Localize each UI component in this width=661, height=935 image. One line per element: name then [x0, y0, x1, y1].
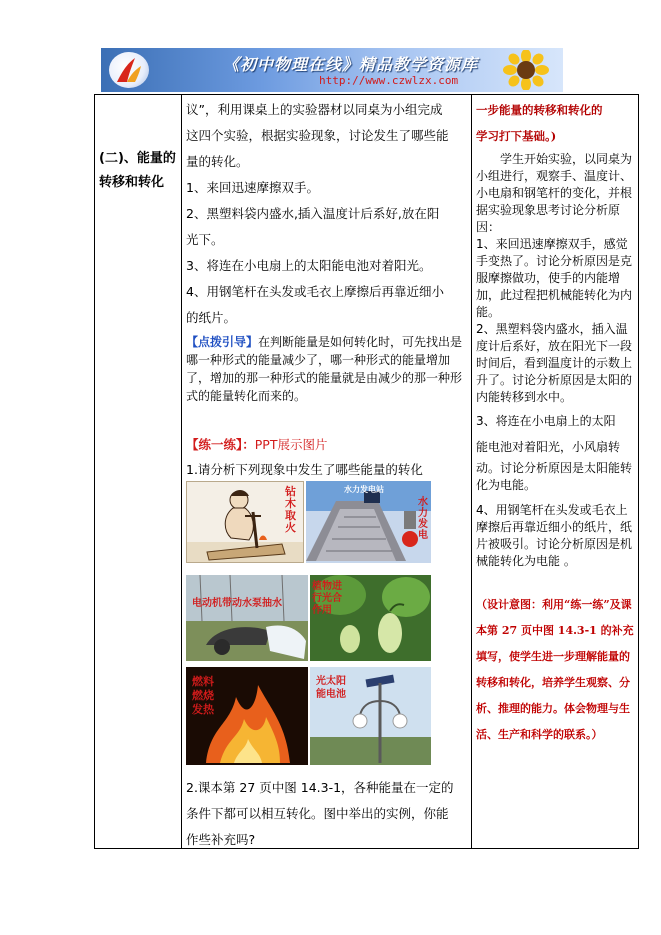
design-note-tail: 一步能量的转移和转化的	[476, 103, 603, 117]
image-hydro-station	[306, 481, 431, 563]
caption-drill-fire: 钻木取火	[285, 485, 296, 534]
design-intent: （设计意图：利用“练一练”及课本第 27 页中图 14.3-1 的补充填写，使学生进一步理解能量的转移和转化，培养学生观察、分析、推理的能力。体会物理与生活、生产和科学的联系。）	[476, 598, 634, 741]
caption-fire: 燃料燃烧发热	[192, 675, 214, 716]
question-1: 1.请分析下列现象中发生了哪些能量的转化	[186, 462, 423, 477]
intro-text: 这四个实验，根据实验现象，讨论发生了哪些能	[186, 128, 449, 143]
student-activity	[476, 97, 636, 748]
caption-plant: 植物进行光合作用	[312, 581, 342, 616]
banner-url[interactable]: http://www.czwlzx.com	[319, 74, 459, 87]
image-fire	[186, 667, 308, 765]
answer-2: 2、黑塑料袋内盛水，插入温度计后系好，放在阳光下一段时间后，看到温度计的示数上升了。讨论分析原因是太阳的内能转移到水中。	[476, 322, 633, 404]
section-title	[99, 147, 181, 195]
practice-heading	[186, 433, 466, 457]
question-2-line: 作些补充吗?	[186, 832, 256, 847]
experiment-1: 1、来回迅速摩擦双手。	[186, 180, 319, 195]
column-divider	[471, 95, 472, 848]
activity-intro: 学生开始实验，以同桌为小组进行，观察手、温度计、小电扇和钢笔杆的变化，并根据实验现象思考讨论分析原因：	[476, 152, 633, 234]
experiment-2: 2、黑塑料袋内盛水,插入温度计后系好,放在阳	[186, 206, 440, 221]
question-2-line: 条件下都可以相互转化。图中举出的实例，你能	[186, 806, 449, 821]
caption-hydro-side: 水力发电	[418, 497, 428, 541]
lesson-table	[94, 94, 639, 849]
image-plant	[310, 575, 431, 661]
hint-label: 【点拨引导】	[186, 335, 259, 349]
caption-pump: 电动机带动水泵抽水	[192, 598, 282, 609]
caption-solar-lamp: 光太阳能电池	[316, 676, 346, 700]
image-drill-fire	[186, 481, 304, 563]
answer-3-line: 3、将连在小电扇上的太阳	[476, 414, 616, 428]
hint-text: 在判断能量是如何转化时，可先找出是哪一种形式的能量减少了，哪一种形式的能量增加了，增加的那一种形式的能量就是由减少的那一种形式的能量转化而来的。	[186, 335, 463, 403]
image-pump	[186, 575, 308, 661]
section-title-line: (二)、能量的	[99, 151, 176, 166]
sunflower-icon	[503, 50, 549, 90]
column-divider	[181, 95, 182, 848]
intro-text: 量的转化。	[186, 154, 249, 169]
experiment-4: 的纸片。	[186, 310, 237, 325]
answer-3	[476, 408, 636, 460]
answer-3-line: 能电池对着阳光，小风扇转	[476, 440, 621, 454]
answer-1: 1、来回迅速摩擦双手，感觉手变热了。讨论分析原因是克服摩擦做功，使手的内能增加，此过程把机械能转化为内能。	[476, 237, 633, 319]
header-banner	[101, 48, 563, 92]
question-2-line: 2.课本第 27 页中图 14.3-1，各种能量在一定的	[186, 780, 454, 795]
hint-paragraph	[186, 333, 466, 405]
experiment-2: 光下。	[186, 232, 224, 247]
intro-text: 议”，利用课桌上的实验器材以同桌为小组完成	[186, 102, 443, 117]
section-title-line: 转移和转化	[99, 175, 165, 190]
practice-images	[186, 481, 431, 765]
question-2	[186, 775, 466, 853]
logo-icon	[109, 52, 149, 88]
experiment-3: 3、将连在小电扇上的太阳能电池对着阳光。	[186, 258, 432, 273]
site-logo	[109, 52, 149, 88]
answer-4: 4、用钢笔杆在头发或毛衣上摩擦后再靠近细小的纸片，纸片被吸引。讨论分析原因是机械能转化为电能 。	[476, 503, 633, 568]
practice-label: 【练一练】：	[186, 437, 255, 452]
banner-title: 《初中物理在线》精品教学资源库	[223, 55, 479, 74]
practice-text: PPT展示图片	[254, 437, 328, 452]
design-note-tail: 学习打下基础。)	[476, 129, 557, 143]
experiment-4: 4、用钢笔杆在头发或毛衣上摩擦后再靠近细小	[186, 284, 444, 299]
image-solar-lamp	[310, 667, 431, 765]
teaching-content	[186, 97, 466, 483]
answer-3-rest: 动。讨论分析原因是太阳能转化为电能。	[476, 461, 633, 492]
caption-hydro-top: 水力发电站	[344, 485, 384, 494]
